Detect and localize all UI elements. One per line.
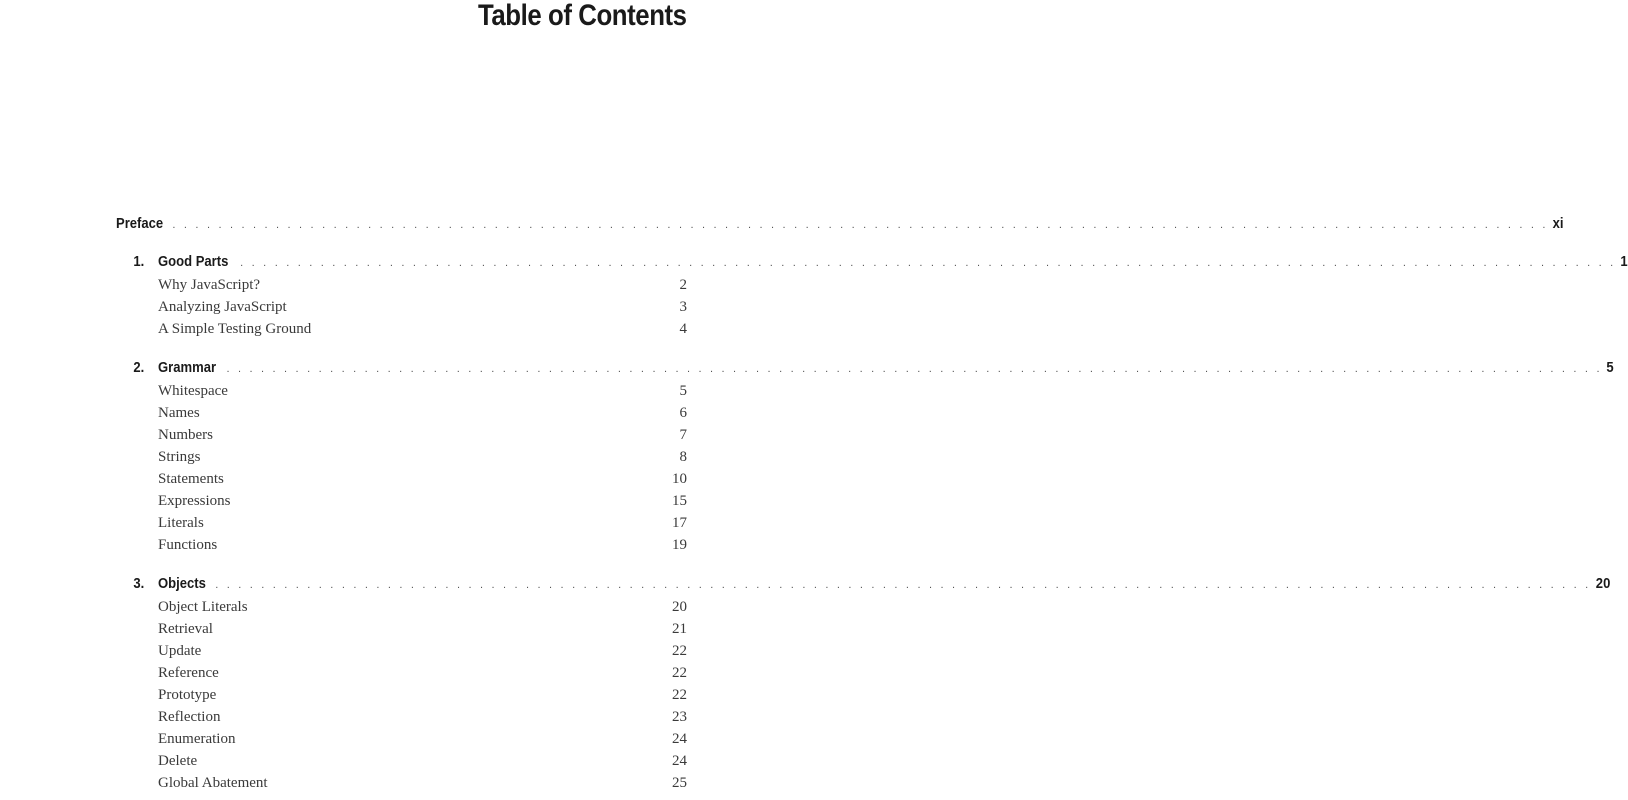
section-title: Reference [158, 665, 219, 681]
chapter-number: 1. [133, 254, 145, 270]
section-title: Global Abatement [158, 775, 268, 791]
toc-section-entry[interactable] [116, 274, 687, 296]
section-title: Reflection [158, 709, 221, 725]
toc-entry-page: xi [1552, 216, 1564, 232]
toc-section-entry[interactable] [116, 512, 687, 534]
section-title: Functions [158, 537, 218, 553]
toc-chapter-entry[interactable] [116, 356, 1614, 380]
toc-section-entry[interactable] [116, 684, 687, 706]
toc-chapter-entry[interactable] [116, 572, 1611, 596]
section-title: Strings [158, 449, 201, 465]
toc-entry-preface[interactable] [116, 212, 1564, 236]
chapter-page: 1 [1620, 254, 1628, 270]
toc-section-entry[interactable] [116, 380, 687, 402]
chapter-title: Grammar [158, 360, 217, 376]
section-title: Expressions [158, 493, 231, 509]
section-title: Update [158, 643, 202, 659]
section-page: 21 [672, 621, 687, 637]
chapter-number: 3. [133, 576, 145, 592]
section-title: Names [158, 405, 200, 421]
section-title: Numbers [158, 427, 213, 443]
toc-section-entry[interactable] [116, 318, 687, 340]
section-page: 15 [672, 493, 687, 509]
dot-leader: . . . . . . . . . . . . . . . . . . . . . . . . . . . . . . . . . . . . . . . . . . . . . . . . . . . . . . . . . . . . . . . . . . . . . . . . . . . . . . . . . . . . . . . . . . . . . . . . . . . . . . . . . . . . . . . . . . . . . . . . [226, 363, 1603, 375]
section-title: Literals [158, 515, 204, 531]
section-page: 8 [679, 449, 687, 465]
toc-entry-label: Preface [116, 216, 164, 232]
toc-section-entry[interactable] [116, 296, 687, 318]
section-page: 7 [679, 427, 687, 443]
section-page: 5 [679, 383, 687, 399]
section-page: 2 [679, 277, 687, 293]
section-title: Object Literals [158, 599, 248, 615]
section-title: Delete [158, 753, 198, 769]
toc-section-entry[interactable] [116, 662, 687, 684]
chapter-title: Good Parts [158, 254, 229, 270]
section-title: Statements [158, 471, 224, 487]
section-title: A Simple Testing Ground [158, 321, 312, 337]
section-page: 10 [672, 471, 687, 487]
toc-section-entry[interactable] [116, 490, 687, 512]
toc-section-entry[interactable] [116, 596, 687, 618]
section-page: 23 [672, 709, 687, 725]
section-page: 22 [672, 643, 687, 659]
page-title: Table of Contents [478, 0, 687, 32]
toc-section-entry[interactable] [116, 424, 687, 446]
section-page: 19 [672, 537, 687, 553]
section-page: 17 [672, 515, 687, 531]
section-page: 25 [672, 775, 687, 791]
section-title: Retrieval [158, 621, 213, 637]
section-page: 6 [679, 405, 687, 421]
section-page: 24 [672, 753, 687, 769]
chapter-page: 20 [1595, 576, 1611, 592]
dot-leader: . . . . . . . . . . . . . . . . . . . . . . . . . . . . . . . . . . . . . . . . . . . . . . . . . . . . . . . . . . . . . . . . . . . . . . . . . . . . . . . . . . . . . . . . . . . . . . . . . . . . . . . . . . . . . . . . . . . . . . . . [172, 219, 1549, 231]
section-title: Enumeration [158, 731, 236, 747]
chapter-page: 5 [1606, 360, 1614, 376]
section-page: 3 [679, 299, 687, 315]
dot-leader: . . . . . . . . . . . . . . . . . . . . . . . . . . . . . . . . . . . . . . . . . . . . . . . . . . . . . . . . . . . . . . . . . . . . . . . . . . . . . . . . . . . . . . . . . . . . . . . . . . . . . . . . . . . . . . . . . . . . . . . . [215, 579, 1591, 591]
section-page: 22 [672, 687, 687, 703]
toc-section-entry[interactable] [116, 446, 687, 468]
toc-list [116, 212, 1628, 794]
toc-section-entry[interactable] [116, 402, 687, 424]
section-title: Analyzing JavaScript [158, 299, 287, 315]
chapter-list [116, 236, 1628, 794]
section-page: 20 [672, 599, 687, 615]
toc-section-entry[interactable] [116, 534, 687, 556]
toc-section-entry[interactable] [116, 468, 687, 490]
section-page: 4 [679, 321, 687, 337]
toc-chapter-entry[interactable] [116, 250, 1628, 274]
toc-section-entry[interactable] [116, 750, 687, 772]
chapter-number: 2. [133, 360, 145, 376]
toc-section-entry[interactable] [116, 706, 687, 728]
section-title: Whitespace [158, 383, 228, 399]
toc-section-entry[interactable] [116, 728, 687, 750]
toc-section-entry[interactable] [116, 640, 687, 662]
toc-section-entry[interactable] [116, 772, 687, 794]
chapter-title: Objects [158, 576, 206, 592]
section-page: 24 [672, 731, 687, 747]
section-page: 22 [672, 665, 687, 681]
toc-section-entry[interactable] [116, 618, 687, 640]
dot-leader: . . . . . . . . . . . . . . . . . . . . . . . . . . . . . . . . . . . . . . . . . . . . . . . . . . . . . . . . . . . . . . . . . . . . . . . . . . . . . . . . . . . . . . . . . . . . . . . . . . . . . . . . . . . . . . . . . . . . . . . . [240, 257, 1616, 269]
section-title: Why JavaScript? [158, 277, 261, 293]
section-title: Prototype [158, 687, 217, 703]
